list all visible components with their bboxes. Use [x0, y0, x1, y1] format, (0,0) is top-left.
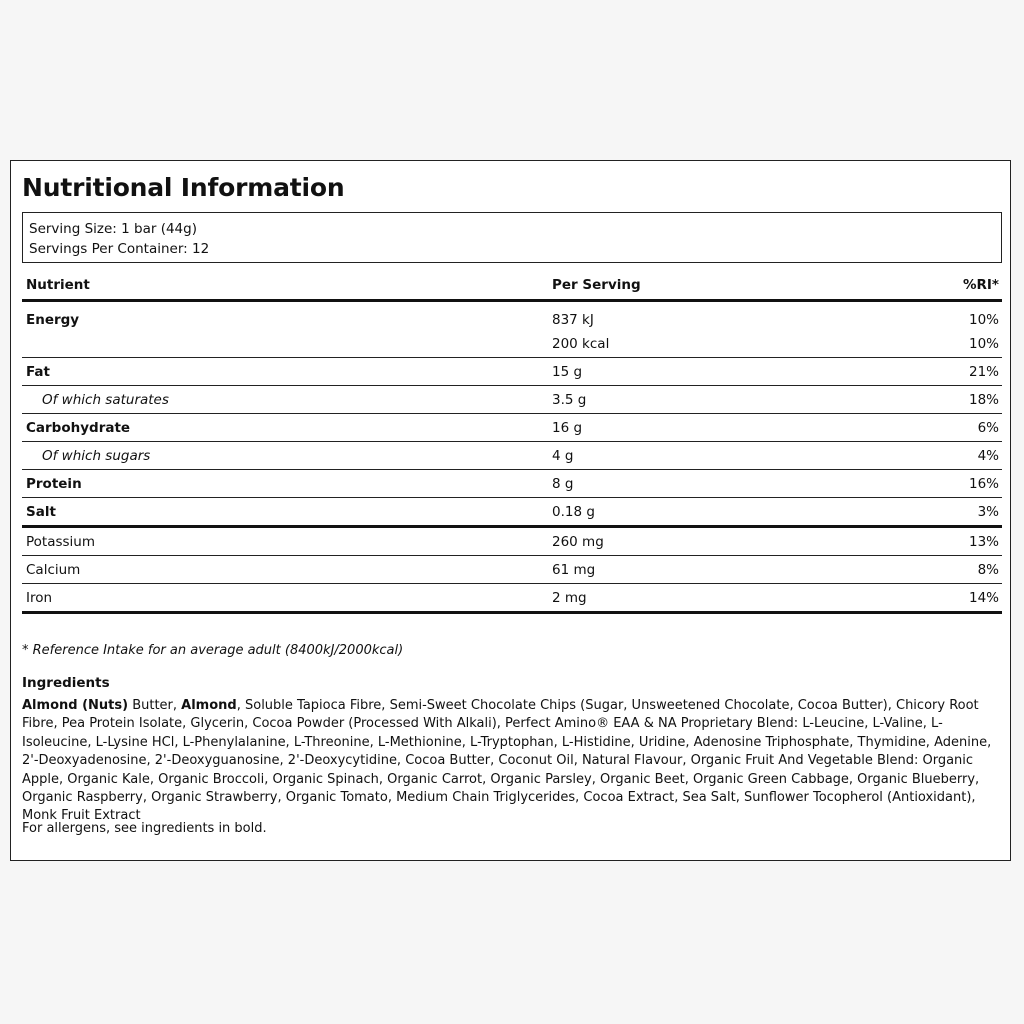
- nutrient-value: 4 g: [552, 442, 932, 470]
- nutrient-ri: 3%: [932, 498, 1002, 527]
- nutrient-ri: 10%: [932, 330, 1002, 358]
- nutrient-value: 8 g: [552, 470, 932, 498]
- table-row: [22, 584, 1002, 613]
- header-per-serving: Per Serving: [552, 271, 932, 301]
- nutrition-panel: [10, 160, 1011, 861]
- table-row: [22, 386, 1002, 414]
- nutrient-name: Calcium: [22, 556, 552, 584]
- allergen-note: For allergens, see ingredients in bold.: [22, 821, 267, 836]
- nutrient-ri: 6%: [932, 414, 1002, 442]
- nutrient-value: 837 kJ: [552, 312, 594, 328]
- ingredients-heading: Ingredients: [22, 675, 110, 691]
- table-row: [22, 442, 1002, 470]
- nutrient-value: 61 mg: [552, 556, 932, 584]
- nutrient-name: [22, 330, 552, 358]
- nutrient-value: 16 g: [552, 414, 932, 442]
- table-row: [22, 556, 1002, 584]
- nutrient-name: Protein: [22, 470, 552, 498]
- nutrient-value: 3.5 g: [552, 386, 932, 414]
- header-ri: %RI*: [932, 271, 1002, 301]
- table-row: [22, 414, 1002, 442]
- nutrient-value: 2 mg: [552, 584, 932, 613]
- servings-per-container: Servings Per Container: 12: [29, 241, 210, 257]
- header-nutrient: Nutrient: [22, 271, 552, 301]
- table-row: [22, 527, 1002, 556]
- ingredients-text-2: , Soluble Tapioca Fibre, Semi-Sweet Chocolate Chips (Sugar, Unsweetened Chocolate, Cocoa Butter), Chicory Root Fibre, Pea Protein Isolate, Glycerin, Cocoa Powder (Processed With Alkali), Perfect Amino® EAA & NA Proprietary Blend: L-Leucine, L-Valine, L-Isoleucine, L-Lysine HCl, L-Phenylalanine, L-Threonine, L-Methionine, L-Tryptophan, L-Histidine, Uridine, Adenosine Triphosphate, Thymidine, Adenine, 2'-Deoxyadenosine, 2'-Deoxyguanosine, 2'-Deoxycytidine, Cocoa Butter, Coconut Oil, Natural Flavour, Organic Fruit And Vegetable Blend: Organic Apple, Organic Kale, Organic Broccoli, Organic Spinach, Organic Carrot, Organic Parsley, Organic Beet, Organic Green Cabbage, Organic Blueberry, Organic Raspberry, Organic Strawberry, Organic Tomato, Medium Chain Triglycerides, Cocoa Extract, Sea Salt, Sunflower Tocopherol (Antioxidant), Monk Fruit Extract: [22, 698, 992, 824]
- table-header-row: [22, 271, 1002, 301]
- table-row: [22, 498, 1002, 527]
- nutrient-name: Iron: [22, 584, 552, 613]
- nutrient-ri: 14%: [932, 584, 1002, 613]
- nutrient-ri: 13%: [932, 527, 1002, 556]
- nutrient-ri: 10%: [968, 312, 999, 328]
- nutrient-name: Fat: [22, 358, 552, 386]
- nutrient-ri: 16%: [932, 470, 1002, 498]
- nutrient-ri: 21%: [932, 358, 1002, 386]
- serving-info-box: [22, 212, 1002, 263]
- table-row: [22, 301, 1002, 331]
- table-row: [22, 470, 1002, 498]
- allergen-almond-nuts: Almond (Nuts): [22, 698, 129, 713]
- panel-title: Nutritional Information: [22, 173, 345, 202]
- allergen-almond: Almond: [181, 698, 237, 713]
- table-row: [22, 358, 1002, 386]
- nutrient-name: Potassium: [22, 527, 552, 556]
- nutrient-name: Carbohydrate: [22, 414, 552, 442]
- nutrient-value: 260 mg: [552, 527, 932, 556]
- nutrient-ri: 18%: [932, 386, 1002, 414]
- table-row: [22, 330, 1002, 358]
- nutrient-ri: 8%: [932, 556, 1002, 584]
- nutrient-name: Salt: [22, 498, 552, 527]
- nutrient-name: Of which sugars: [22, 442, 552, 470]
- serving-size: Serving Size: 1 bar (44g): [29, 221, 197, 237]
- nutrient-value: 0.18 g: [552, 498, 932, 527]
- nutrient-value: 200 kcal: [552, 330, 932, 358]
- nutrient-ri: 4%: [932, 442, 1002, 470]
- ingredients-list: [22, 697, 1002, 826]
- nutrition-table: [22, 271, 1002, 614]
- nutrient-name: Of which saturates: [22, 386, 552, 414]
- nutrient-name: Energy: [26, 312, 80, 328]
- ri-footnote: * Reference Intake for an average adult (8400kJ/2000kcal): [22, 643, 404, 658]
- ingredients-text-1: Butter,: [128, 698, 182, 713]
- nutrient-value: 15 g: [552, 358, 932, 386]
